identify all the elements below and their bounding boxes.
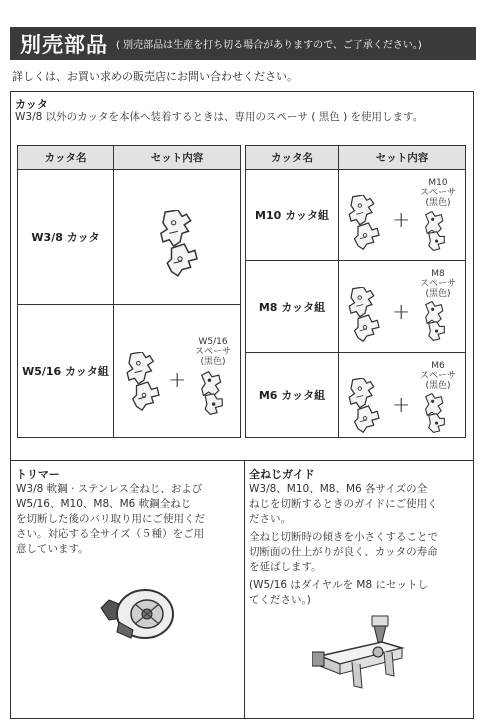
text-line: (W5/16 はダイヤルを M8 にセットし [249, 579, 428, 591]
spacer-word: スペーサ [419, 279, 456, 289]
page-title: 別売部品 [20, 32, 108, 57]
col-header-name: カッタ名 [18, 146, 113, 170]
cutter-m6-icon [345, 378, 385, 434]
section-header [10, 27, 476, 60]
text-line: さい。対応する全サイズ（５種）をご用 [16, 528, 205, 540]
col-header-set: セット内容 [114, 146, 240, 170]
spacer-m10-label [416, 178, 460, 208]
bottom-divider [244, 461, 245, 719]
section-divider [10, 460, 474, 461]
spacer-size: M8 [431, 269, 445, 279]
spacer-color: (黒色) [425, 381, 451, 391]
plus-sign: + [168, 368, 187, 393]
plus-sign: + [392, 300, 411, 325]
plus-sign: + [392, 393, 411, 418]
trimmer-title: トリマー [16, 468, 60, 481]
table-divider [113, 146, 114, 437]
text-line: W3/8 軟鋼 · ステンレス全ねじ、および [16, 483, 203, 495]
spacer-word: スペーサ [194, 347, 231, 357]
cutter-name-m10: M10 カッタ組 [255, 209, 329, 222]
trimmer-icon [95, 578, 181, 648]
spacer-m6-icon [420, 392, 450, 434]
header-note: ( 別売部品は生産を打ち切る場合がありますので、ご了承ください。) [116, 40, 422, 51]
col-header-name-right: カッタ名 [246, 146, 338, 170]
spacer-m8-label [416, 269, 460, 299]
text-line: 切断面の仕上がりが良く、カッタの寿命 [249, 546, 438, 558]
cutter-w38-icon [155, 210, 205, 278]
spacer-word: スペーサ [419, 371, 456, 381]
spacer-m8-icon [420, 300, 450, 342]
spacer-word: スペーサ [419, 188, 456, 198]
text-line: を切断した後のバリ取り用にご使用くだ [16, 513, 205, 525]
cutter-m10-icon [345, 195, 385, 251]
text-line: 全ねじ切断時の傾きを小さくすることで [249, 531, 438, 543]
cutter-name-m8: M8 カッタ組 [258, 300, 326, 314]
cutter-name-w516: W5/16 カッタ組 [22, 365, 109, 378]
text-line: W3/8、M10、M8、M6 各サイズの全 [249, 483, 428, 495]
col-header-set-right: セット内容 [339, 146, 465, 170]
spacer-color: (黒色) [425, 198, 451, 208]
cutter-w516-icon [122, 352, 166, 412]
spacer-color: (黒色) [425, 289, 451, 299]
guide-desc [249, 482, 473, 608]
spacer-w516-label [192, 337, 234, 367]
spacer-m6-label [416, 361, 460, 391]
cutter-name-m6: M6 カッタ組 [258, 389, 326, 402]
plus-sign: + [392, 208, 411, 233]
text-line: 意しています。 [16, 543, 89, 555]
spacer-size: W5/16 [198, 337, 228, 347]
table-divider [338, 146, 339, 437]
guide-icon [312, 612, 412, 696]
cutter-name-w38: W3/8 カッタ [31, 231, 100, 244]
text-line: を延ばします。 [249, 561, 322, 573]
intro-text: 詳しくは、お買い求めの販売店にお問い合わせください。 [12, 70, 298, 83]
spacer-size: M6 [431, 361, 445, 371]
text-line: ださい。 [249, 513, 291, 525]
guide-title: 全ねじガイド [249, 468, 315, 481]
text-line: W5/16、M10、M8、M6 軟鋼全ねじ [16, 498, 192, 510]
text-line: てください。) [249, 594, 311, 606]
text-line: ねじを切断するときのガイドにご使用く [249, 498, 438, 510]
spacer-color: (黒色) [200, 357, 226, 367]
cutter-desc: W3/8 以外のカッタを本体へ装着するときは、専用のスペーサ ( 黒色 ) を使用します。 [15, 111, 424, 123]
trimmer-desc [16, 482, 242, 557]
cutter-title: カッタ [15, 98, 48, 111]
spacer-w516-icon [196, 370, 228, 416]
spacer-size: M10 [428, 178, 448, 188]
cutter-m8-icon [345, 287, 385, 343]
spacer-m10-icon [420, 210, 450, 252]
